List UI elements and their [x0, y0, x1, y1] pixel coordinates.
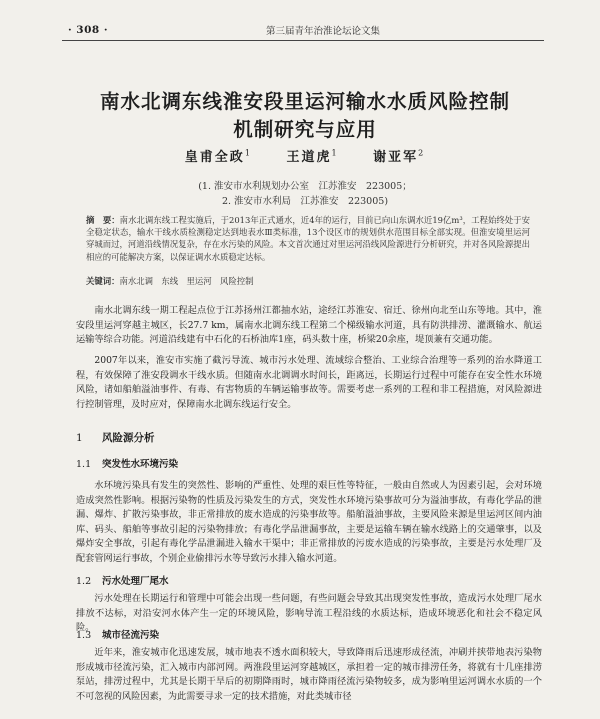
keywords-text: 南水北调 东线 里运河 风险控制 — [119, 276, 254, 286]
abstract-text: 南水北调东线工程实施后，于2013年正式通水，近4年的运行，目前已向山东调水近19亿m³，工程始终处于安全稳定状态，输水干线水质检测稳定达到地表水Ⅲ类标准，13个设区市的规划供水范围目标全部实现。但淮安境里运河穿城而过，河道沿线情况复杂，存在水污染的风险。本文首次通过对里运河沿线风险源进行分析研究，并对各风险源提出相应的可能解决方案，以保证调水水质稳定达标。 — [86, 215, 531, 262]
paragraph-urban-runoff: 近年来，淮安城市化迅速发展，城市地表不透水面积较大，导致降雨后迅速形成径流，冲刷并挟带地表污染物形成城市径流污染，汇入城市内部河网。两淮段里运河穿越城区，承担着一定的城市排涝任务，将就有十几座排涝泵站，排涝过程中，尤其是长期干旱后的初期降雨时，城市降雨径流污染物较多，成为影响里运河调水水质的一个不可忽视的风险因素，为此需要寻求一定的技术措施，对此类城市径 — [76, 647, 542, 702]
abstract — [86, 214, 530, 263]
affiliation-2: 2. 淮安市水利局 江苏淮安 223005) — [221, 196, 389, 207]
header-rule — [62, 40, 544, 41]
paper-title-line-1: 南水北调东线淮安段里运河输水水质风险控制 — [99, 90, 510, 113]
paragraph-wastewater: 污水处理在长期运行和管理中可能会出现一些问题，有些问题会导致其出现突发性事故，造成污水处理厂尾水排放不达标，对沿安河水体产生一定的环境风险，影响导流工程沿线的水质达标，造成环境恶化和社会不稳定风险。 — [76, 593, 542, 634]
running-header — [68, 22, 540, 38]
author: 谢亚军$^2$ — [373, 148, 426, 165]
intro-paragraph-1: 南水北调东线一期工程起点位于江苏扬州江都抽水站，途经江苏淮安、宿迁、徐州向北至山东等地。其中，淮安段里运河穿越主城区，长27.7 km，属南水北调东线工程第二个梯级输水河道，具有防洪排涝、灌溉输水、航运运输等综合功能。河道沿线建有中石化的石桥油库1座，码头数十座，桥梁20余座，堤顶兼有交通功能。 — [76, 305, 542, 346]
keywords — [86, 275, 530, 287]
page-number: · 308 · — [68, 24, 109, 36]
subsection-heading: 1.2 污水处理厂尾水 — [76, 576, 169, 587]
paragraph-sudden-pollution: 水环境污染具有发生的突然性、影响的严重性、处理的艰巨性等特征，一般由自然或人为因素引起，会对环境造成突然性影响。根据污染物的性质及污染发生的方式，突发性水环境污染事故可分为溢油事故，有毒化学品的泄漏、爆炸、扩散污染事故，非正常排放的废水造成的污染事故等。船舶溢油事故，主要风险来源是里运河区间内油库、码头、船舶等事故引起的污染物排放；有毒化学品泄漏事故，主要是运输车辆在输水线路上的交通肇事，以及爆炸安全事故，引起有毒化学品泄漏进入输水干渠中；非正常排放的污废水造成的污染事故，主要是污水处理厂及配套管网运行事故，个别企业偷排污水等导致污水排入输水河道。 — [76, 480, 542, 564]
keywords-label: 关键词： — [86, 276, 120, 286]
paper-title-line-2: 机制研究与应用 — [233, 118, 377, 141]
author: 皇甫全政$^1$ — [184, 148, 252, 165]
section-heading: 1 风险源分析 — [76, 432, 155, 444]
subsection-heading: 1.3 城市径流污染 — [76, 630, 160, 641]
author: 王道虎$^1$ — [286, 148, 339, 165]
subsection-heading: 1.1 突发性水环境污染 — [76, 459, 179, 470]
abstract-label: 摘 要： — [86, 215, 120, 225]
conference-name: 第三届青年治淮论坛论文集 — [265, 26, 380, 37]
intro-paragraph-2: 2007年以来，淮安市实施了截污导流、城市污水处理、流域综合整治、工业综合治理等一系列的治水降道工程，有效保障了淮安段调水干线水质。但随南水北调调水时间长，距离远，长期运行过程中可能存在安全性水环境风险，诸如船舶溢油事件、有毒、有害物质的车辆运输事故等。需要考虑一系列的工程和非工程措施，对风险源进行控制管理，及时应对，保障南水北调东线运行安全。 — [76, 355, 542, 410]
author-list — [70, 146, 540, 165]
affiliation-1: (1. 淮安市水利规划办公室 江苏淮安 223005； — [198, 181, 412, 192]
